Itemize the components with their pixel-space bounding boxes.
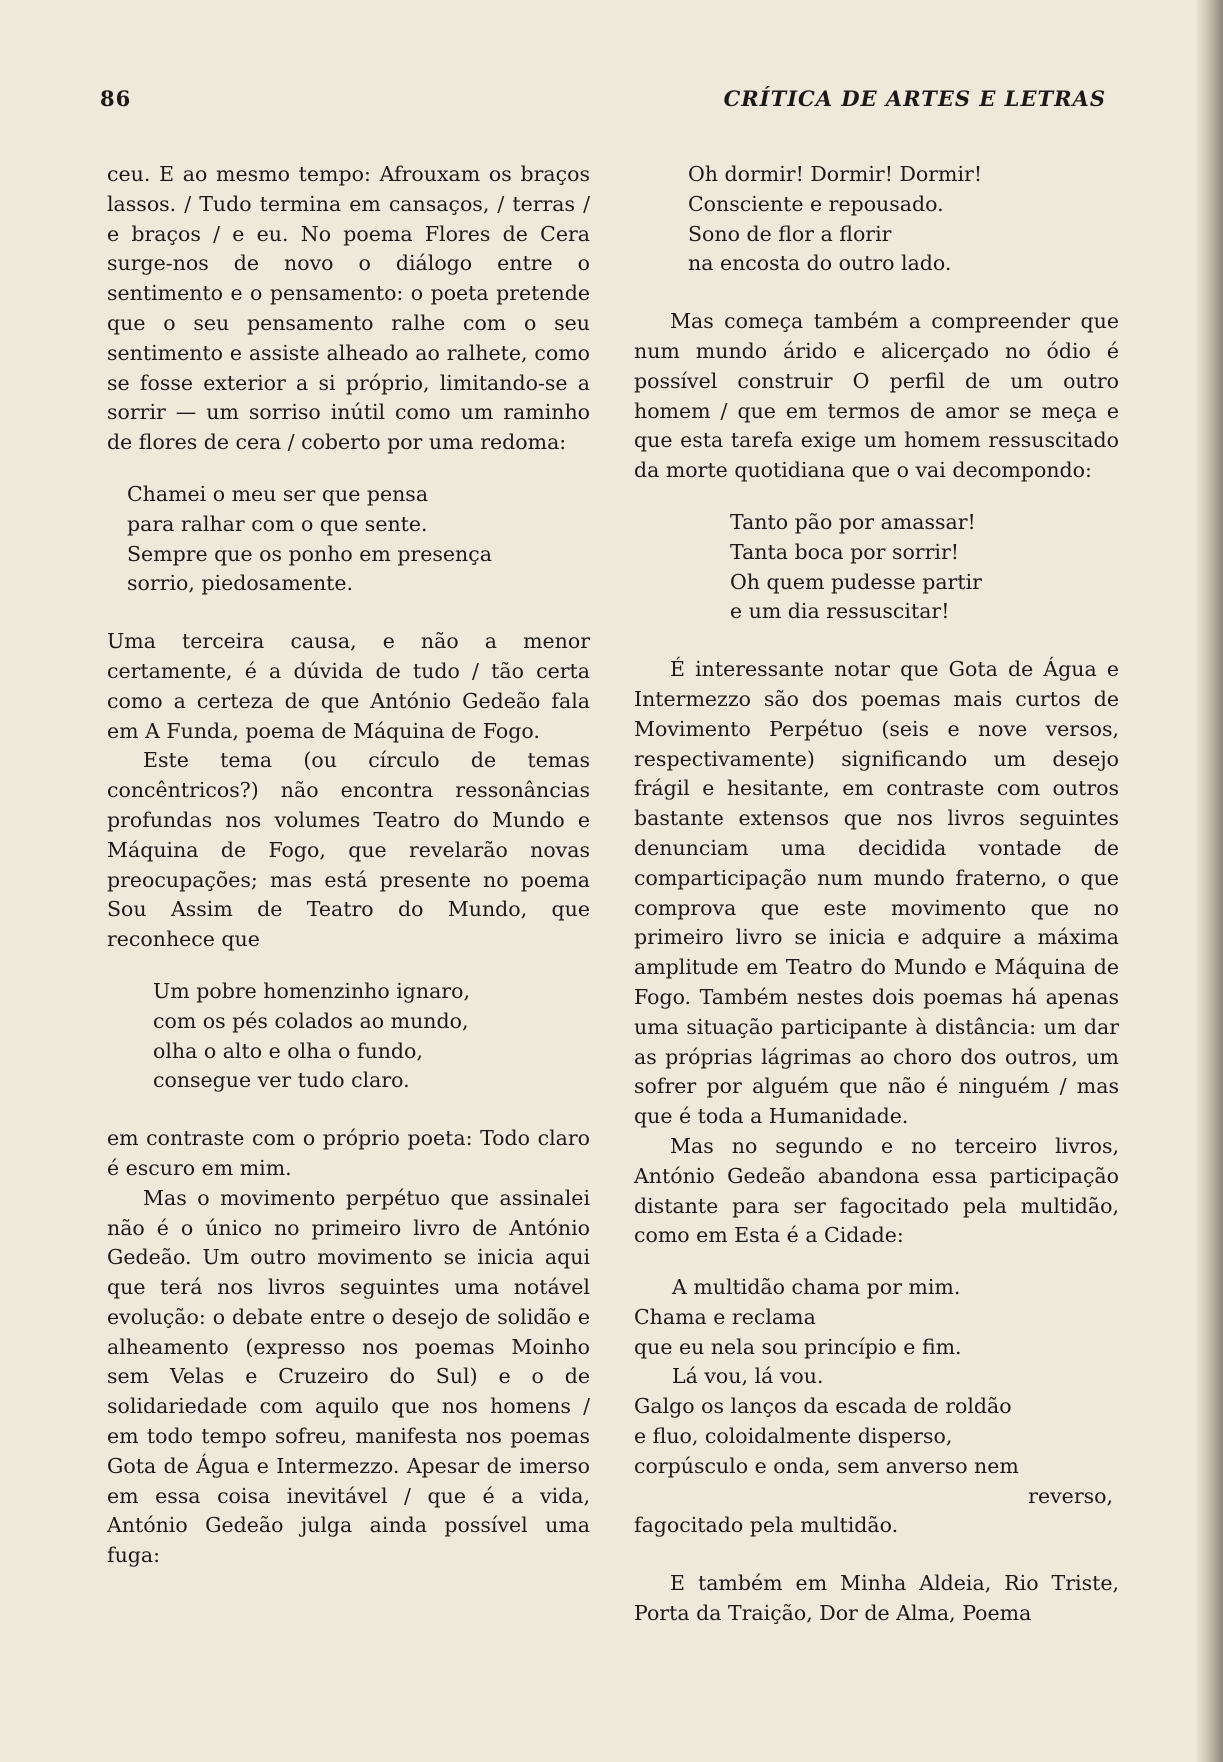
- paragraph: Mas o movimento perpétuo que assinalei não é o único no primeiro livro de António Gedeão. Um outro movimento se inicia aqui que terá nos livros seguintes uma notável evolução: o debate entre o desejo de solidão e alheamento (expresso nos poemas Moinho sem Velas e Cruzeiro do Sul) e o de solidariedade com aquilo que nos homens / em todo tempo sofreu, manifesta nos poemas Gota de Água e Intermezzo. Apesar de imerso em essa coisa inevitável / que é a vida, António Gedeão julga ainda possível uma fuga:: [107, 1185, 590, 1568]
- verse-line: fagocitado pela multidão.: [634, 1513, 899, 1538]
- verse-line: e fluo, coloidalmente disperso,: [634, 1424, 953, 1449]
- paragraph: em contraste com o próprio poeta: Todo claro é escuro em mim.: [107, 1126, 590, 1180]
- verse-line: Oh quem pudesse partir: [730, 569, 982, 594]
- paragraph: Mas começa também a compreender que num mundo árido e alicerçado no ódio é possível construir O perfil de um outro homem / que em termos de amor se meça e que esta tarefa exige um homem ressuscitado da morte quotidiana que o vai decompondo:: [634, 309, 1119, 483]
- verse-line: sorrio, piedosamente.: [127, 571, 354, 596]
- verse-line: Tanto pão por amassar!: [730, 509, 976, 534]
- verse-block: [107, 480, 590, 599]
- verse-block: [634, 1273, 1119, 1541]
- verse-line: Sono de flor a florir: [688, 221, 892, 246]
- page-number: 86: [100, 86, 132, 111]
- verse-line: Oh dormir! Dormir! Dormir!: [688, 162, 983, 186]
- verse-line: que eu nela sou princípio e fim.: [634, 1334, 962, 1359]
- verse-line: Consciente e repousado.: [688, 191, 944, 216]
- verse-line: e um dia ressuscitar!: [730, 599, 950, 624]
- verse-line: Chama e reclama: [634, 1304, 816, 1329]
- paragraph: Este tema (ou círculo de temas concêntricos?) não encontra ressonâncias profundas nos volumes Teatro do Mundo e Máquina de Fogo, que revelarão novas preocupações; mas está presente no poema Sou Assim de Teatro do Mundo, que reconhece que: [107, 748, 590, 952]
- verse-line: Lá vou, lá vou.: [672, 1364, 824, 1389]
- paragraph: ceu. E ao mesmo tempo: Afrouxam os braços lassos. / Tudo termina em cansaços, / terras / e braços / e eu. No poema Flores de Cera surge-nos de novo o diálogo entre o sentimento e o pensamento: o poeta pretende que o seu pensamento ralhe com o seu sentimento e assiste alheado ao ralhete, como se fosse exterior a si próprio, limitando-se a sorrir — um sorriso inútil como um raminho de flores de cera / coberto por uma redoma:: [107, 162, 590, 455]
- verse-line: Tanta boca por sorrir!: [730, 539, 960, 564]
- verse-line: para ralhar com o que sente.: [127, 511, 428, 536]
- verse-line: com os pés colados ao mundo,: [153, 1008, 469, 1033]
- verse-block: [634, 160, 1119, 279]
- running-title: CRÍTICA DE ARTES E LETRAS: [723, 86, 1106, 111]
- paragraph: É interessante notar que Gota de Água e Intermezzo são dos poemas mais curtos de Movimento Perpétuo (seis e nove versos, respectivamente) significando um desejo frágil e hesitante, em contraste com outros bastante extensos que nos livros seguintes denunciam uma decidida vontade de comparticipação num mundo fraterno, o que comprova que este movimento que no primeiro livro se inicia e adquire a máxima amplitude em Teatro do Mundo e Máquina de Fogo. Também nestes dois poemas há apenas uma situação participante à distância: um dar as próprias lágrimas ao choro dos outros, um sofrer por alguém que não é ninguém / mas que é toda a Humanidade.: [634, 657, 1119, 1129]
- verse-line: Um pobre homenzinho ignaro,: [153, 978, 470, 1003]
- verse-line: olha o alto e olha o fundo,: [153, 1038, 423, 1063]
- right-column: [634, 160, 1119, 1651]
- page-header: [100, 86, 1106, 116]
- paragraph: E também em Minha Aldeia, Rio Triste, Porta da Traição, Dor de Alma, Poema: [634, 1571, 1119, 1626]
- verse-line: A multidão chama por mim.: [672, 1275, 961, 1300]
- verse-block: [634, 508, 1119, 627]
- verse-line: consegue ver tudo claro.: [153, 1068, 410, 1093]
- verse-line: Chamei o meu ser que pensa: [127, 481, 429, 506]
- verse-line: na encosta do outro lado.: [688, 251, 952, 276]
- verse-line: reverso,: [1028, 1483, 1113, 1508]
- paragraph: Uma terceira causa, e não a menor certamente, é a dúvida de tudo / tão certa como a certeza de que António Gedeão fala em A Funda, poema de Máquina de Fogo.: [107, 629, 590, 743]
- page-edge-shadow: [1197, 0, 1223, 1762]
- verse-line: Sempre que os ponho em presença: [127, 541, 492, 566]
- paragraph: Mas no segundo e no terceiro livros, António Gedeão abandona essa participação distante para ser fagocitado pela multidão, como em Esta é a Cidade:: [634, 1133, 1119, 1248]
- verse-line: corpúsculo e onda, sem anverso nem: [634, 1453, 1019, 1478]
- verse-line: Galgo os lanços da escada de roldão: [634, 1394, 1012, 1419]
- verse-block: [107, 977, 590, 1096]
- left-column: [107, 160, 590, 1593]
